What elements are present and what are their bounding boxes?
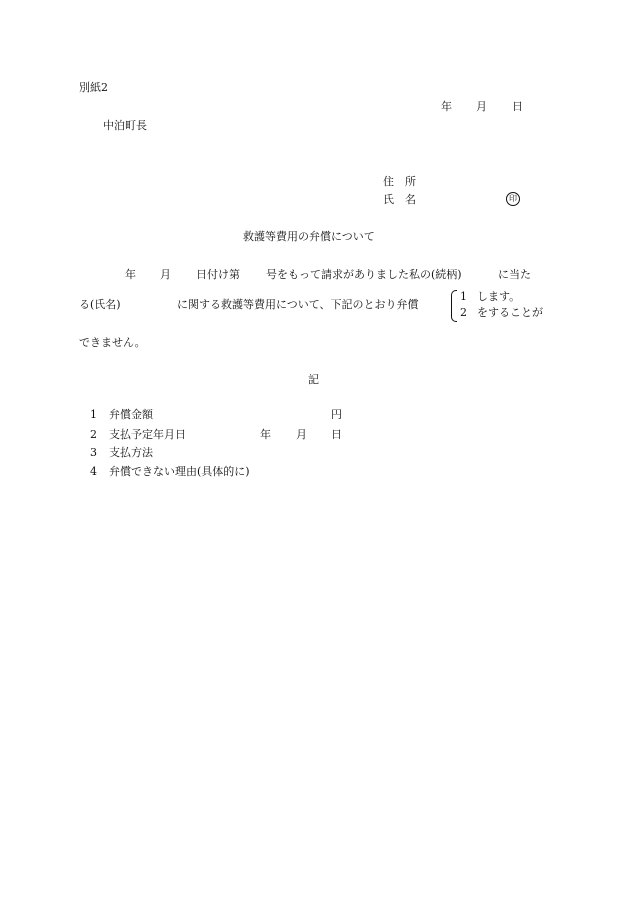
- option-1-number: 1: [460, 290, 467, 303]
- body-line2: に関する救護等費用について、下記のとおり弁償: [177, 298, 419, 311]
- item-4-label: 弁償できない理由(具体的に): [109, 465, 250, 478]
- item-1-unit: 円: [331, 408, 342, 421]
- item-2-label: 支払予定年月日: [109, 428, 186, 441]
- document-title: 救護等費用の弁償について: [243, 230, 375, 243]
- date-year: 年: [441, 100, 452, 113]
- option-1-text: します。: [477, 290, 521, 303]
- item-2-month: 月: [296, 428, 307, 441]
- option-2-number: 2: [460, 306, 467, 319]
- item-2-number: 2: [90, 428, 97, 441]
- item-3-number: 3: [90, 446, 97, 459]
- name-label: 氏 名: [383, 193, 416, 206]
- seal-mark: 印: [506, 192, 520, 206]
- address-label: 住 所: [383, 175, 416, 188]
- addressee: 中泊町長: [103, 119, 147, 132]
- option-2-text: をすることが: [477, 306, 543, 319]
- option-brace: [451, 290, 457, 322]
- attachment-label: 別紙2: [79, 81, 108, 94]
- body-line2-start: る(氏名): [79, 298, 121, 311]
- body-line3: できません。: [79, 336, 146, 349]
- item-4-number: 4: [90, 465, 97, 478]
- item-2-year: 年: [260, 428, 271, 441]
- item-2-day: 日: [331, 428, 342, 441]
- body-day-ref: 日付け第: [196, 268, 240, 281]
- date-day: 日: [512, 100, 523, 113]
- body-line1-end: に当た: [498, 268, 531, 281]
- item-1-number: 1: [90, 408, 97, 421]
- item-3-label: 支払方法: [109, 446, 153, 459]
- date-month: 月: [476, 100, 487, 113]
- item-1-label: 弁償金額: [109, 408, 153, 421]
- body-line1: 号をもって請求がありました私の(続柄): [266, 268, 462, 281]
- ki-heading: 記: [308, 373, 319, 386]
- body-year: 年: [125, 268, 136, 281]
- body-month: 月: [160, 268, 171, 281]
